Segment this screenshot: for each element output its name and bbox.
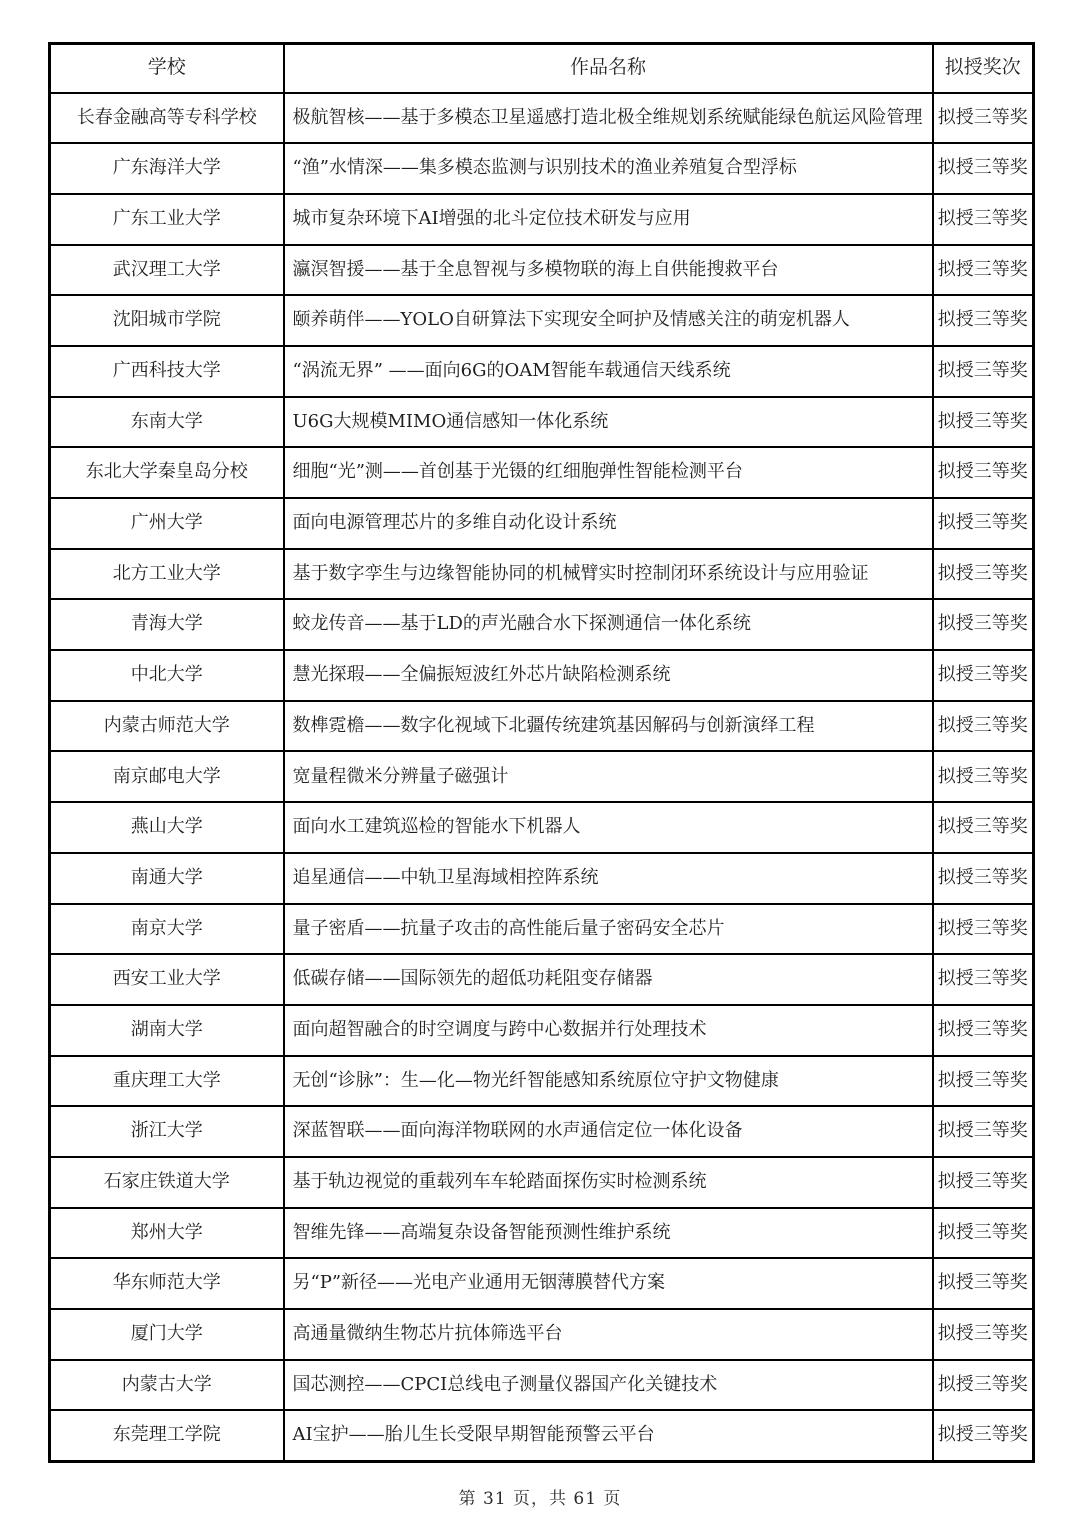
- award-cell: 拟授三等奖: [933, 549, 1034, 600]
- table-row: [50, 93, 1034, 144]
- table-row: [50, 397, 1034, 448]
- award-cell: 拟授三等奖: [933, 1106, 1034, 1157]
- award-cell: 拟授三等奖: [933, 245, 1034, 296]
- award-cell: 拟授三等奖: [933, 650, 1034, 701]
- school-cell: 中北大学: [50, 650, 284, 701]
- school-cell: 燕山大学: [50, 802, 284, 853]
- award-table: [48, 42, 1035, 1463]
- work-title-cell: 无创“诊脉”：生—化—物光纤智能感知系统原位守护文物健康: [284, 1056, 933, 1107]
- table-row: [50, 194, 1034, 245]
- school-cell: 浙江大学: [50, 1106, 284, 1157]
- work-title-cell: 面向电源管理芯片的多维自动化设计系统: [284, 498, 933, 549]
- school-cell: 南通大学: [50, 853, 284, 904]
- award-cell: 拟授三等奖: [933, 194, 1034, 245]
- work-title-cell: 追星通信——中轨卫星海域相控阵系统: [284, 853, 933, 904]
- table-row: [50, 1258, 1034, 1309]
- table-row: [50, 650, 1034, 701]
- work-title-cell: 另“P”新径——光电产业通用无铟薄膜替代方案: [284, 1258, 933, 1309]
- award-cell: 拟授三等奖: [933, 447, 1034, 498]
- school-cell: 长春金融高等专科学校: [50, 93, 284, 144]
- table-row: [50, 143, 1034, 194]
- table-row: [50, 1360, 1034, 1411]
- award-cell: 拟授三等奖: [933, 397, 1034, 448]
- award-cell: 拟授三等奖: [933, 954, 1034, 1005]
- page-footer: [0, 1484, 1080, 1509]
- table-row: [50, 245, 1034, 296]
- work-title-cell: 瀛溟智援——基于全息智视与多模物联的海上自供能搜救平台: [284, 245, 933, 296]
- school-cell: 广东海洋大学: [50, 143, 284, 194]
- work-title-cell: 宽量程微米分辨量子磁强计: [284, 751, 933, 802]
- table-row: [50, 1309, 1034, 1360]
- header-school: 学校: [50, 44, 284, 93]
- school-cell: 石家庄铁道大学: [50, 1157, 284, 1208]
- work-title-cell: U6G大规模MIMO通信感知一体化系统: [284, 397, 933, 448]
- school-cell: 广西科技大学: [50, 346, 284, 397]
- award-cell: 拟授三等奖: [933, 1005, 1034, 1056]
- award-cell: 拟授三等奖: [933, 498, 1034, 549]
- award-cell: 拟授三等奖: [933, 802, 1034, 853]
- work-title-cell: 数榫霓檐——数字化视域下北疆传统建筑基因解码与创新演绎工程: [284, 701, 933, 752]
- work-title-cell: AI宝护——胎儿生长受限早期智能预警云平台: [284, 1410, 933, 1461]
- table-row: [50, 954, 1034, 1005]
- school-cell: 厦门大学: [50, 1309, 284, 1360]
- award-cell: 拟授三等奖: [933, 143, 1034, 194]
- award-cell: 拟授三等奖: [933, 1309, 1034, 1360]
- table-row: [50, 549, 1034, 600]
- table-row: [50, 1410, 1034, 1461]
- table-row: [50, 346, 1034, 397]
- award-cell: 拟授三等奖: [933, 93, 1034, 144]
- work-title-cell: 慧光探瑕——全偏振短波红外芯片缺陷检测系统: [284, 650, 933, 701]
- school-cell: 东北大学秦皇岛分校: [50, 447, 284, 498]
- header-work-title: 作品名称: [284, 44, 933, 93]
- school-cell: 沈阳城市学院: [50, 295, 284, 346]
- school-cell: 广东工业大学: [50, 194, 284, 245]
- table-row: [50, 701, 1034, 752]
- school-cell: 武汉理工大学: [50, 245, 284, 296]
- school-cell: 西安工业大学: [50, 954, 284, 1005]
- award-cell: 拟授三等奖: [933, 1258, 1034, 1309]
- work-title-cell: 面向超智融合的时空调度与跨中心数据并行处理技术: [284, 1005, 933, 1056]
- work-title-cell: 颐养萌伴——YOLO自研算法下实现安全呵护及情感关注的萌宠机器人: [284, 295, 933, 346]
- table-row: [50, 1157, 1034, 1208]
- work-title-cell: 基于数字孪生与边缘智能协同的机械臂实时控制闭环系统设计与应用验证: [284, 549, 933, 600]
- work-title-cell: 国芯测控——CPCI总线电子测量仪器国产化关键技术: [284, 1360, 933, 1411]
- table-row: [50, 802, 1034, 853]
- award-cell: 拟授三等奖: [933, 346, 1034, 397]
- work-title-cell: “涡流无界” ——面向6G的OAM智能车载通信天线系统: [284, 346, 933, 397]
- work-title-cell: “渔”水情深——集多模态监测与识别技术的渔业养殖复合型浮标: [284, 143, 933, 194]
- table-row: [50, 904, 1034, 955]
- table-row: [50, 447, 1034, 498]
- school-cell: 重庆理工大学: [50, 1056, 284, 1107]
- award-cell: 拟授三等奖: [933, 599, 1034, 650]
- table-row: [50, 853, 1034, 904]
- award-cell: 拟授三等奖: [933, 1157, 1034, 1208]
- work-title-cell: 智维先锋——高端复杂设备智能预测性维护系统: [284, 1208, 933, 1259]
- school-cell: 南京大学: [50, 904, 284, 955]
- work-title-cell: 极航智核——基于多模态卫星遥感打造北极全维规划系统赋能绿色航运风险管理: [284, 93, 933, 144]
- work-title-cell: 面向水工建筑巡检的智能水下机器人: [284, 802, 933, 853]
- work-title-cell: 城市复杂环境下AI增强的北斗定位技术研发与应用: [284, 194, 933, 245]
- award-cell: 拟授三等奖: [933, 701, 1034, 752]
- table-row: [50, 599, 1034, 650]
- table-row: [50, 1106, 1034, 1157]
- award-table-body: [50, 93, 1034, 1462]
- work-title-cell: 深蓝智联——面向海洋物联网的水声通信定位一体化设备: [284, 1106, 933, 1157]
- school-cell: 内蒙古大学: [50, 1360, 284, 1411]
- school-cell: 东莞理工学院: [50, 1410, 284, 1461]
- work-title-cell: 细胞“光”测——首创基于光镊的红细胞弹性智能检测平台: [284, 447, 933, 498]
- header-award: 拟授奖次: [933, 44, 1034, 93]
- table-row: [50, 1208, 1034, 1259]
- school-cell: 青海大学: [50, 599, 284, 650]
- award-cell: 拟授三等奖: [933, 853, 1034, 904]
- table-row: [50, 498, 1034, 549]
- work-title-cell: 蛟龙传音——基于LD的声光融合水下探测通信一体化系统: [284, 599, 933, 650]
- award-cell: 拟授三等奖: [933, 1208, 1034, 1259]
- award-cell: 拟授三等奖: [933, 1360, 1034, 1411]
- school-cell: 东南大学: [50, 397, 284, 448]
- school-cell: 南京邮电大学: [50, 751, 284, 802]
- school-cell: 湖南大学: [50, 1005, 284, 1056]
- work-title-cell: 高通量微纳生物芯片抗体筛选平台: [284, 1309, 933, 1360]
- work-title-cell: 量子密盾——抗量子攻击的高性能后量子密码安全芯片: [284, 904, 933, 955]
- award-cell: 拟授三等奖: [933, 295, 1034, 346]
- award-cell: 拟授三等奖: [933, 904, 1034, 955]
- award-cell: 拟授三等奖: [933, 1410, 1034, 1461]
- award-cell: 拟授三等奖: [933, 751, 1034, 802]
- table-header-row: [50, 44, 1034, 93]
- school-cell: 北方工业大学: [50, 549, 284, 600]
- work-title-cell: 基于轨边视觉的重载列车车轮踏面探伤实时检测系统: [284, 1157, 933, 1208]
- page-number-text: 第 31 页，共 61 页: [458, 1489, 622, 1509]
- school-cell: 广州大学: [50, 498, 284, 549]
- table-row: [50, 1005, 1034, 1056]
- table-row: [50, 295, 1034, 346]
- school-cell: 华东师范大学: [50, 1258, 284, 1309]
- school-cell: 郑州大学: [50, 1208, 284, 1259]
- table-row: [50, 1056, 1034, 1107]
- table-row: [50, 751, 1034, 802]
- work-title-cell: 低碳存储——国际领先的超低功耗阻变存储器: [284, 954, 933, 1005]
- award-cell: 拟授三等奖: [933, 1056, 1034, 1107]
- school-cell: 内蒙古师范大学: [50, 701, 284, 752]
